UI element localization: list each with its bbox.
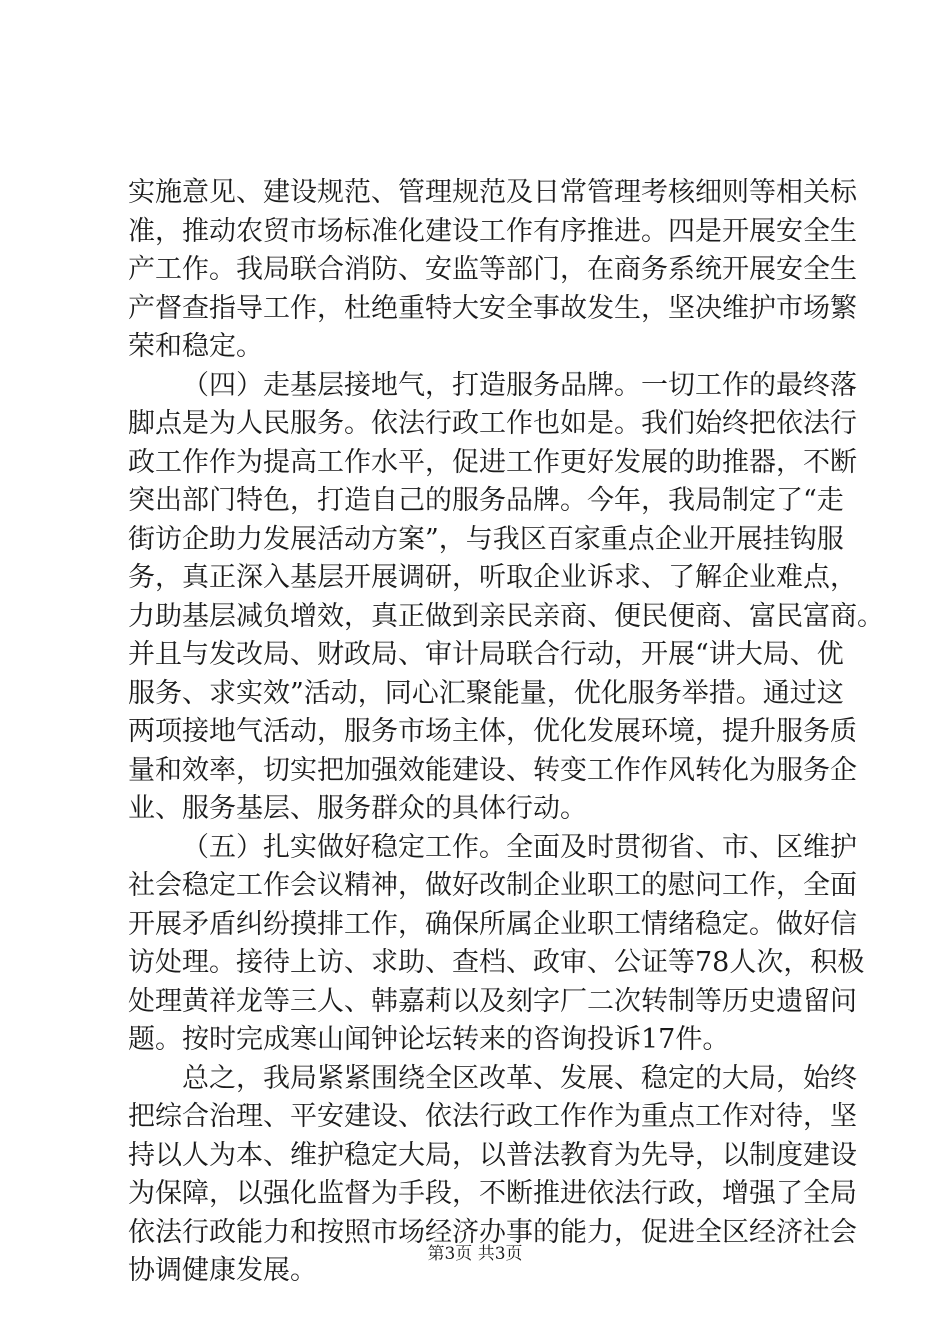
paragraph-line: 街访企助力发展活动方案”，与我区百家重点企业开展挂钩服 [128,523,844,555]
paragraph-line: 产工作。我局联合消防、安监等部门，在商务系统开展安全生 [128,254,857,285]
paragraph-line: 准，推动农贸市场标准化建设工作有序推进。四是开展安全生 [128,215,857,247]
paragraph [128,367,884,829]
paragraph-line: 业、服务基层、服务群众的具体行动。 [128,793,587,824]
paragraph-line: 访处理。接待上访、求助、查档、政审、公证等78人次，积极 [128,947,865,978]
paragraph-line: 实施意见、建设规范、管理规范及日常管理考核细则等相关标 [128,177,857,208]
document-body [128,174,884,1291]
paragraph-line: （五）扎实做好稳定工作。全面及时贯彻省、市、区维护 [182,831,857,863]
paragraph-line: 把综合治理、平安建设、依法行政工作作为重点工作对待，坚 [128,1101,857,1132]
paragraph-line: 依法行政能力和按照市场经济办事的能力，促进全区经济社会 [128,1216,857,1248]
paragraph-line: 为保障，以强化监督为手段，不断推进依法行政，增强了全局 [128,1178,857,1209]
paragraph-line: 协调健康发展。 [128,1255,317,1286]
paragraph [128,829,865,1060]
paragraph-line: 并且与发改局、财政局、审计局联合行动，开展“讲大局、优 [128,639,844,670]
paragraph-line: 务，真正深入基层开展调研，听取企业诉求、了解企业难点， [128,562,857,593]
paragraph-line: 题。按时完成寒山闻钟论坛转来的咨询投诉17件。 [128,1024,730,1055]
paragraph-line: 突出部门特色，打造自己的服务品牌。今年，我局制定了“走 [128,485,844,516]
paragraph-line: 荣和稳定。 [128,331,263,362]
paragraph-line: 社会稳定工作会议精神，做好改制企业职工的慰问工作，全面 [128,870,857,901]
paragraph-line: 量和效率，切实把加强效能建设、转变工作作风转化为服务企 [128,754,857,786]
paragraph-line: 政工作作为提高工作水平，促进工作更好发展的助推器，不断 [128,446,857,478]
paragraph-line: 脚点是为人民服务。依法行政工作也如是。我们始终把依法行 [128,408,857,439]
paragraph-line: 服务、求实效”活动，同心汇聚能量，优化服务举措。通过这 [128,677,844,709]
paragraph-line: 持以人为本、维护稳定大局，以普法教育为先导，以制度建设 [128,1139,857,1171]
paragraph-line: 力助基层减负增效，真正做到亲民亲商、便民便商、富民富商。 [128,600,884,632]
page-footer: 第3页 共3页 [427,1244,523,1264]
paragraph [128,174,857,367]
paragraph-line: 总之，我局紧紧围绕全区改革、发展、稳定的大局，始终 [182,1062,857,1094]
paragraph-line: 产督查指导工作，杜绝重特大安全事故发生，坚决维护市场繁 [128,292,857,324]
paragraph-line: 处理黄祥龙等三人、韩嘉莉以及刻字厂二次转制等历史遗留问 [128,985,857,1017]
paragraph-line: 两项接地气活动，服务市场主体，优化发展环境，提升服务质 [128,716,857,747]
paragraph-line: 开展矛盾纠纷摸排工作，确保所属企业职工情绪稳定。做好信 [128,908,857,940]
paragraph-line: （四）走基层接地气，打造服务品牌。一切工作的最终落 [182,369,857,401]
